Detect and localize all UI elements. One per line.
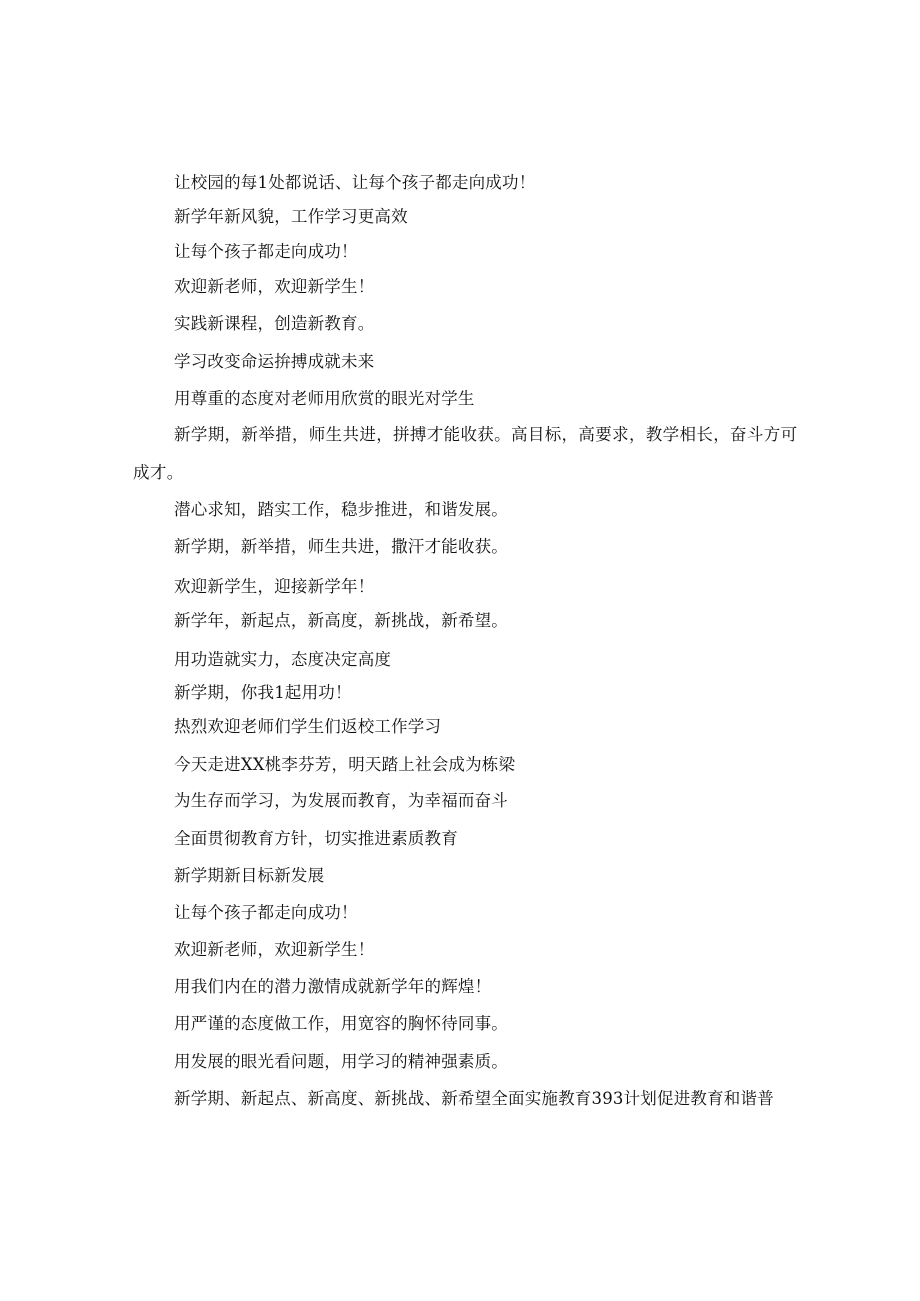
text-line-22: 用我们内在的潜力激情成就新学年的辉煌！ [174,977,492,996]
text-line-18: 全面贯彻教育方针，切实推进素质教育 [174,829,458,848]
text-line-1: 让校园的每1处都说话、让每个孩子都走向成功！ [174,173,536,192]
text-line-20: 让每个孩子都走向成功！ [174,903,358,922]
text-line-6: 学习改变命运拚搏成就未来 [174,352,375,371]
text-line-25: 新学期、新起点、新高度、新挑战、新希望全面实施教育393计划促进教育和谐普 [174,1089,774,1108]
text-line-15: 热烈欢迎老师们学生们返校工作学习 [174,717,442,736]
text-paragraph-8: 新学期，新举措，师生共进，拼搏才能收获。高目标，高要求，教学相长，奋斗方可成才。 [133,425,798,482]
text-line-21: 欢迎新老师，欢迎新学生！ [174,940,375,959]
text-line-19: 新学期新目标新发展 [174,866,325,885]
text-line-4: 欢迎新老师，欢迎新学生！ [174,277,375,296]
text-line-10: 新学期，新举措，师生共进，撒汗才能收获。 [174,537,508,556]
text-line-13: 用功造就实力，态度决定高度 [174,650,392,669]
text-line-24: 用发展的眼光看问题，用学习的精神强素质。 [174,1052,508,1071]
text-line-2: 新学年新风貌，工作学习更高效 [174,207,408,226]
text-line-12: 新学年，新起点，新高度，新挑战，新希望。 [174,611,508,630]
text-line-5: 实践新课程，创造新教育。 [174,314,375,333]
text-line-11: 欢迎新学生，迎接新学年！ [174,577,375,596]
text-line-16: 今天走进XX桃李芬芳，明天踏上社会成为栋梁 [174,755,516,774]
text-line-23: 用严谨的态度做工作，用宽容的胸怀待同事。 [174,1014,508,1033]
text-line-3: 让每个孩子都走向成功！ [174,242,358,261]
text-line-9: 潜心求知，踏实工作，稳步推进，和谐发展。 [174,500,508,519]
text-line-17: 为生存而学习，为发展而教育，为幸福而奋斗 [174,791,508,810]
text-line-7: 用尊重的态度对老师用欣赏的眼光对学生 [174,389,475,408]
text-line-14: 新学期，你我1起用功！ [174,683,352,702]
